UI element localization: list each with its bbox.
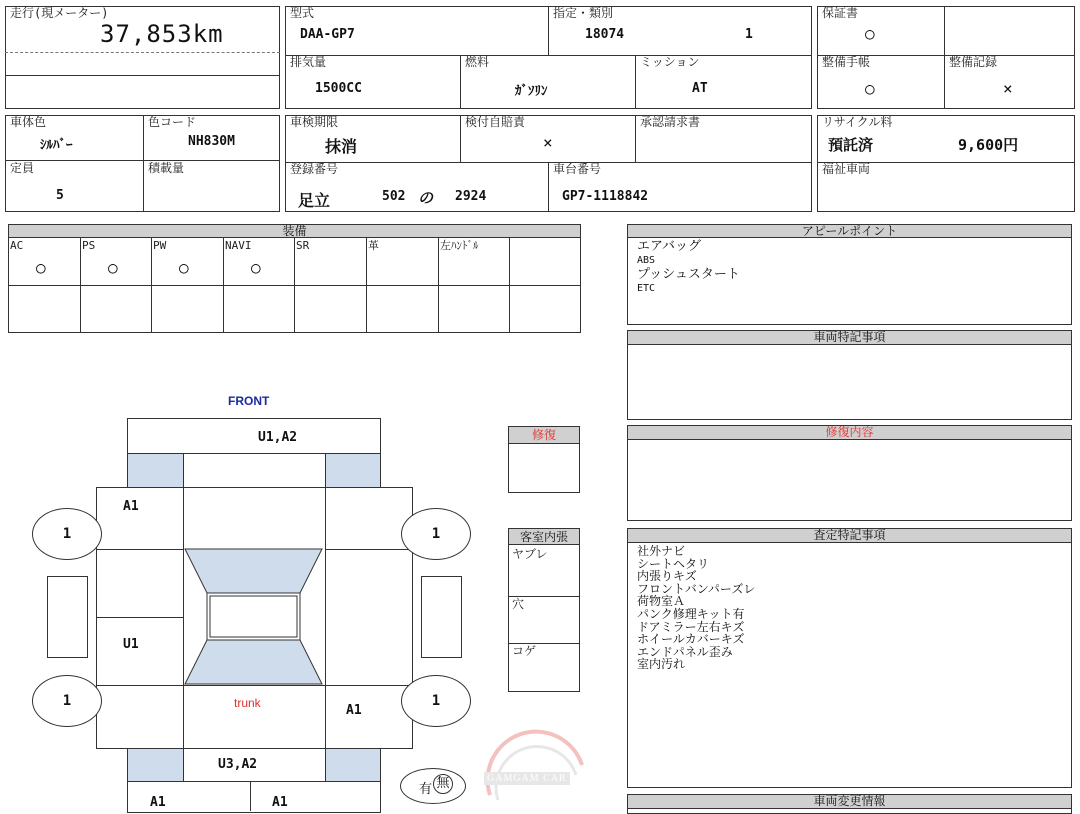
windshield: [185, 549, 322, 593]
appraisal-note-line: パンク修理キット有: [637, 607, 745, 621]
displacement-value: 1500CC: [315, 81, 362, 96]
equipment-label-3: NAVI: [225, 239, 252, 252]
registration-area: 足立: [298, 191, 331, 210]
appraisal-note-line: エンドパネル歪み: [637, 644, 733, 659]
front-left-corner: [127, 453, 184, 488]
front-bumper-damage: U1,A2: [258, 430, 298, 445]
repair-box-title: 修復: [509, 427, 579, 444]
model-type-label: 型式: [290, 6, 315, 20]
right-mirror: [421, 576, 462, 658]
body-color-label: 車体色: [10, 115, 47, 129]
equipment-value-3: ○: [251, 258, 261, 277]
appraisal-note-line: ドアミラー左右キズ: [637, 619, 745, 634]
welfare-vehicle-label: 福祉車両: [822, 162, 871, 176]
trunk-label: trunk: [234, 696, 261, 710]
recycle-fee-status: 預託済: [828, 136, 874, 154]
equipment-value-0: ○: [36, 258, 46, 277]
color-code-label: 色コード: [148, 115, 197, 129]
appeal-points-title: アピールポイント: [628, 225, 1071, 238]
equipment-value-1: ○: [108, 258, 118, 277]
appraisal-notes-title: 査定特記事項: [628, 529, 1071, 543]
capacity-label: 定員: [10, 161, 35, 175]
equipment-label-2: PW: [153, 239, 167, 252]
maintenance-book-label: 整備手帳: [822, 55, 871, 69]
interior-item-tear: ヤブレ: [512, 547, 548, 561]
model-type-value: DAA-GP7: [300, 27, 355, 42]
designation-value-2: 1: [745, 27, 753, 42]
inspection-expiry-value: 抹消: [325, 137, 358, 156]
watermark-logo: [470, 720, 600, 810]
roof-windows: [180, 545, 330, 690]
rear-window: [185, 640, 322, 684]
wheel-front-left: 1: [32, 508, 102, 560]
insurance-label: 検付自賠責: [465, 115, 526, 129]
watermark-ring: [470, 720, 600, 810]
registration-kana: の: [418, 189, 434, 207]
appraisal-note-line: 社外ナビ: [637, 544, 686, 558]
appraisal-note-line: フロントバンパーズレ: [637, 581, 756, 596]
front-bumper: [127, 418, 381, 454]
mileage-value: 37,853km: [100, 20, 224, 48]
appraisal-note-line: 荷物室Ａ: [637, 594, 686, 609]
watermark-text: GAMGAM CAR: [484, 772, 570, 785]
rear-left-corner: [127, 748, 184, 782]
load-capacity-label: 積載量: [148, 161, 185, 175]
appeal-line-3: プッシュスタート: [637, 267, 740, 282]
appeal-line-1: エアバッグ: [637, 239, 701, 254]
appraisal-note-line: ホイールカバーキズ: [637, 632, 745, 647]
warranty-value: ○: [865, 24, 875, 43]
front-right-corner: [325, 453, 381, 488]
maintenance-record-label: 整備記録: [949, 55, 998, 69]
fuel-value: ｶﾞｿﾘﾝ: [515, 84, 548, 99]
equipment-label-4: SR: [296, 239, 310, 252]
vehicle-notes-title: 車両特記事項: [628, 331, 1071, 345]
recycle-fee-value: 9,600円: [958, 136, 1019, 154]
left-rear-damage: U1: [123, 637, 139, 652]
appraisal-note-line: 内張りキズ: [637, 569, 697, 584]
capacity-value: 5: [56, 188, 64, 203]
interior-box-title: 客室内張: [509, 529, 579, 545]
transmission-label: ミッション: [640, 55, 700, 69]
rear-right-corner: [325, 748, 381, 782]
chassis-number-value: GP7-1118842: [562, 189, 649, 204]
registration-number: 2924: [455, 189, 487, 204]
right-rear-damage: A1: [346, 703, 362, 718]
equipment-title: 装備: [9, 225, 580, 238]
wheel-rear-left: 1: [32, 675, 102, 727]
appraisal-note-line: シートヘタリ: [637, 556, 710, 571]
left-mirror: [47, 576, 88, 658]
wheel-rear-right: 1: [401, 675, 471, 727]
inspection-expiry-label: 車検期限: [290, 115, 339, 129]
equipment-label-6: 左ﾊﾝﾄﾞﾙ: [440, 239, 479, 252]
chassis-number-label: 車台番号: [553, 162, 602, 176]
left-front-door-damage: A1: [123, 499, 139, 514]
equipment-label-5: 革: [368, 239, 379, 252]
equipment-label-1: PS: [82, 239, 96, 252]
body-color-value: ｼﾙﾊﾞｰ: [40, 138, 73, 153]
registration-class: 502: [382, 189, 406, 204]
front-label: FRONT: [228, 394, 270, 408]
appraisal-note-line: 室内汚れ: [637, 657, 686, 672]
mileage-label: 走行(現メーター): [10, 6, 109, 20]
vehicle-change-title: 車両変更情報: [628, 795, 1071, 809]
repair-details-title: 修復内容: [628, 426, 1071, 440]
presence-no: 無: [433, 774, 453, 794]
presence-yes: 有: [419, 782, 433, 797]
interior-item-hole: 穴: [512, 597, 525, 611]
bottom-left-damage: A1: [150, 795, 166, 810]
recycle-fee-label: リサイクル料: [822, 115, 893, 129]
insurance-value: ×: [543, 133, 553, 152]
roof-panel: [207, 593, 300, 640]
interior-item-burn: コゲ: [512, 644, 537, 658]
displacement-label: 排気量: [290, 55, 327, 69]
designation-value-1: 18074: [585, 27, 625, 42]
color-code-value: NH830M: [188, 134, 235, 149]
bottom-center-damage: A1: [272, 795, 288, 810]
approval-request-label: 承認請求書: [640, 115, 701, 129]
warranty-label: 保証書: [822, 6, 859, 20]
transmission-value: AT: [692, 81, 708, 96]
rear-bumper-damage: U3,A2: [218, 757, 258, 772]
equipment-label-0: AC: [10, 239, 24, 252]
maintenance-record-value: ×: [1003, 79, 1013, 98]
maintenance-book-value: ○: [865, 79, 875, 98]
wheel-front-right: 1: [401, 508, 471, 560]
appeal-line-2: ABS: [637, 255, 656, 266]
fuel-label: 燃料: [465, 55, 490, 69]
equipment-value-2: ○: [179, 258, 189, 277]
appeal-line-4: ETC: [637, 283, 656, 294]
registration-label: 登録番号: [290, 162, 339, 176]
designation-label: 指定・類別: [553, 6, 614, 20]
